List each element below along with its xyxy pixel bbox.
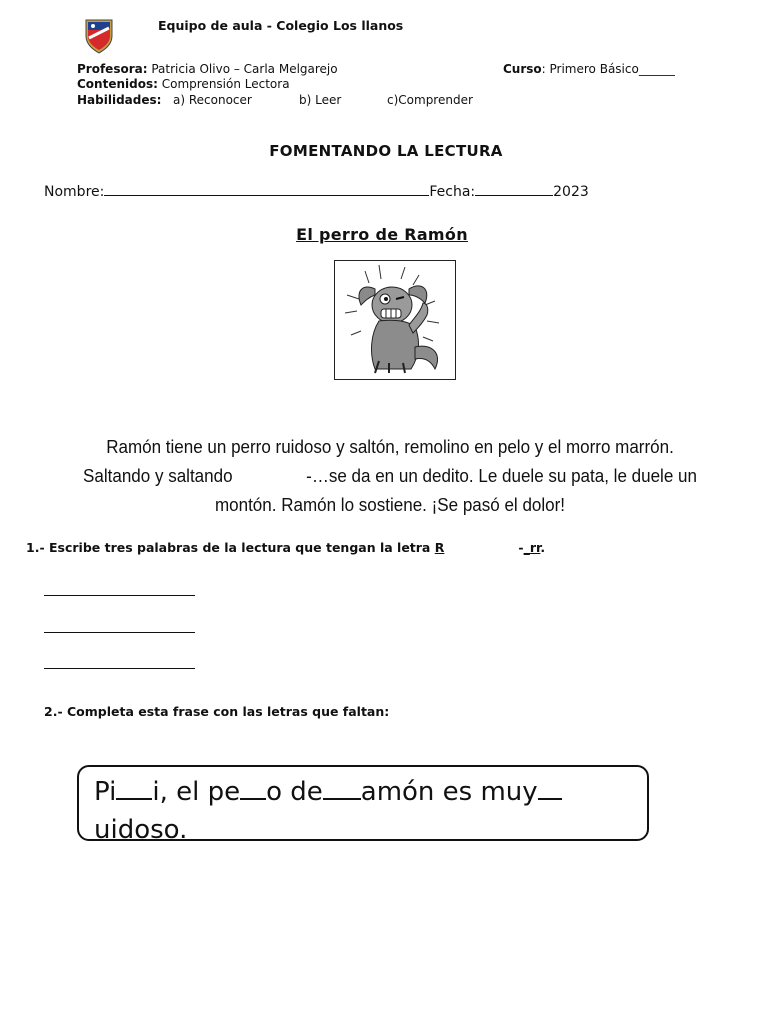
story-line-1: Ramón tiene un perro ruidoso y saltón, remolino en pelo y el morro marrón. bbox=[106, 436, 674, 457]
question-1-dash: - bbox=[518, 540, 524, 555]
skills-row bbox=[77, 93, 161, 107]
story-line-2b: -…se da en un dedito. Le duele su pata, le duele un bbox=[306, 465, 697, 486]
fill-part-2: i, el pe bbox=[152, 777, 241, 807]
dog-illustration bbox=[334, 260, 456, 380]
content-label: Contenidos: bbox=[77, 77, 158, 91]
content-value: Comprensión Lectora bbox=[161, 77, 290, 91]
skill-a: a) Reconocer bbox=[173, 93, 252, 107]
answer-line-2[interactable] bbox=[44, 632, 195, 633]
answer-line-1[interactable] bbox=[44, 595, 195, 596]
fill-blank-3[interactable] bbox=[323, 776, 361, 800]
teacher-label: Profesora: bbox=[77, 62, 148, 76]
school-crest-icon bbox=[84, 18, 114, 54]
fill-in-box bbox=[77, 765, 649, 841]
fill-blank-2[interactable] bbox=[240, 776, 266, 800]
fill-in-sentence bbox=[94, 773, 649, 841]
date-label: Fecha: bbox=[429, 184, 476, 200]
name-date-row bbox=[44, 181, 589, 200]
course-row bbox=[503, 62, 675, 76]
fill-blank-4[interactable] bbox=[538, 776, 562, 800]
fill-part-3: o de bbox=[266, 777, 323, 807]
question-1-letter: R bbox=[434, 540, 445, 555]
fill-part-1: Pi bbox=[94, 777, 117, 807]
name-blank[interactable] bbox=[104, 181, 429, 196]
school-name: Equipo de aula - Colegio Los llanos bbox=[158, 18, 404, 33]
skill-b: b) Leer bbox=[299, 93, 342, 107]
story-line-3: montón. Ramón lo sostiene. ¡Se pasó el dolor! bbox=[214, 494, 566, 515]
year-text: 2023 bbox=[553, 184, 589, 200]
date-blank[interactable] bbox=[475, 181, 553, 196]
answer-line-3[interactable] bbox=[44, 668, 195, 669]
fill-part-5: uidoso. bbox=[94, 815, 188, 841]
question-1-letter2: _rr bbox=[523, 540, 541, 555]
question-2: 2.- Completa esta frase con las letras que faltan: bbox=[44, 704, 390, 719]
question-1-end: . bbox=[540, 540, 546, 555]
content-row bbox=[77, 77, 290, 91]
story-line-2a: Saltando y saltando bbox=[83, 465, 233, 486]
question-1-text: 1.- Escribe tres palabras de la lectura que tengan la letra bbox=[26, 540, 431, 555]
fill-part-4: amón es muy bbox=[360, 777, 538, 807]
worksheet-title: FOMENTANDO LA LECTURA bbox=[269, 142, 503, 160]
story-text bbox=[68, 432, 712, 519]
teacher-value: Patricia Olivo – Carla Melgarejo bbox=[151, 62, 338, 76]
course-label: Curso bbox=[503, 62, 542, 76]
fill-blank-1[interactable] bbox=[116, 776, 152, 800]
story-title: El perro de Ramón bbox=[296, 225, 468, 244]
skills-label: Habilidades: bbox=[77, 93, 162, 107]
story-line-2 bbox=[68, 461, 712, 490]
name-label: Nombre: bbox=[44, 184, 105, 200]
skill-c: c)Comprender bbox=[387, 93, 473, 107]
dog-drawing-icon bbox=[335, 261, 455, 379]
question-1 bbox=[26, 540, 545, 555]
course-value: : Primero Básico______ bbox=[541, 62, 675, 76]
teacher-row bbox=[77, 62, 338, 76]
